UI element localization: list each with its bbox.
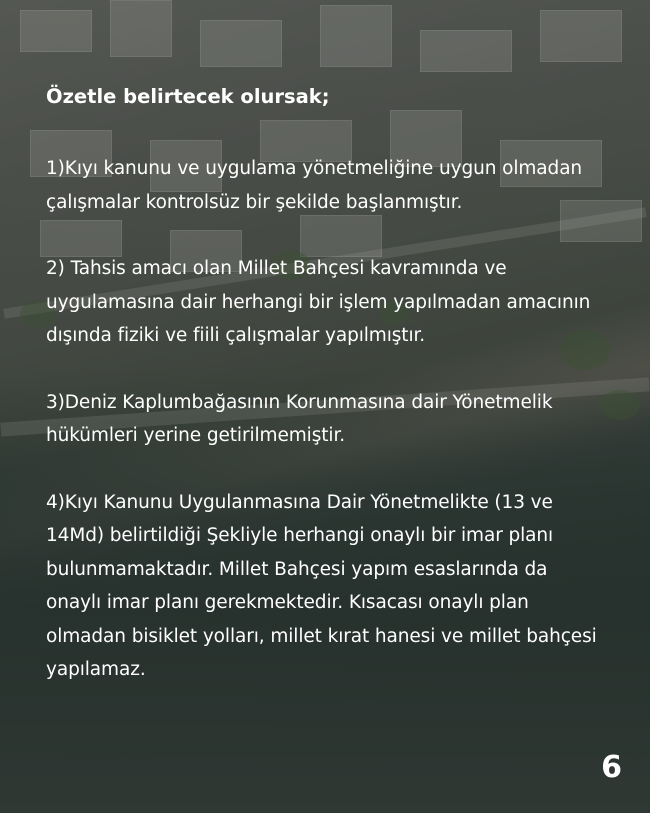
- summary-heading: Özetle belirtecek olursak;: [46, 85, 330, 108]
- summary-point-2: 2) Tahsis amacı olan Millet Bahçesi kavramında ve uygulamasına dair herhangi bir işlem yapılmadan amacının dışında fiziki ve fiili çalışmalar yapılmıştır.: [46, 258, 591, 346]
- summary-point-3: 3)Deniz Kaplumbağasının Korunmasına dair Yönetmelik hükümleri yerine getirilmemiştir.: [46, 391, 553, 446]
- summary-point-4: 4)Kıyı Kanunu Uygulanmasına Dair Yönetmelikte (13 ve 14Md) belirtildiği Şekliyle herhangi onaylı bir imar planı bulunmamaktadır. Millet Bahçesi yapım esaslarında da onaylı imar planı gerekmektedir. Kısacası onaylı plan olmadan bisiklet yolları, millet kırat hanesi ve millet bahçesi yapılamaz.: [46, 491, 597, 680]
- summary-text-block: [46, 82, 606, 720]
- page-number: 6: [601, 750, 622, 785]
- summary-point-1: 1)Kıyı kanunu ve uygulama yönetmeliğine uygun olmadan çalışmalar kontrolsüz bir şekilde başlanmıştır.: [46, 158, 583, 213]
